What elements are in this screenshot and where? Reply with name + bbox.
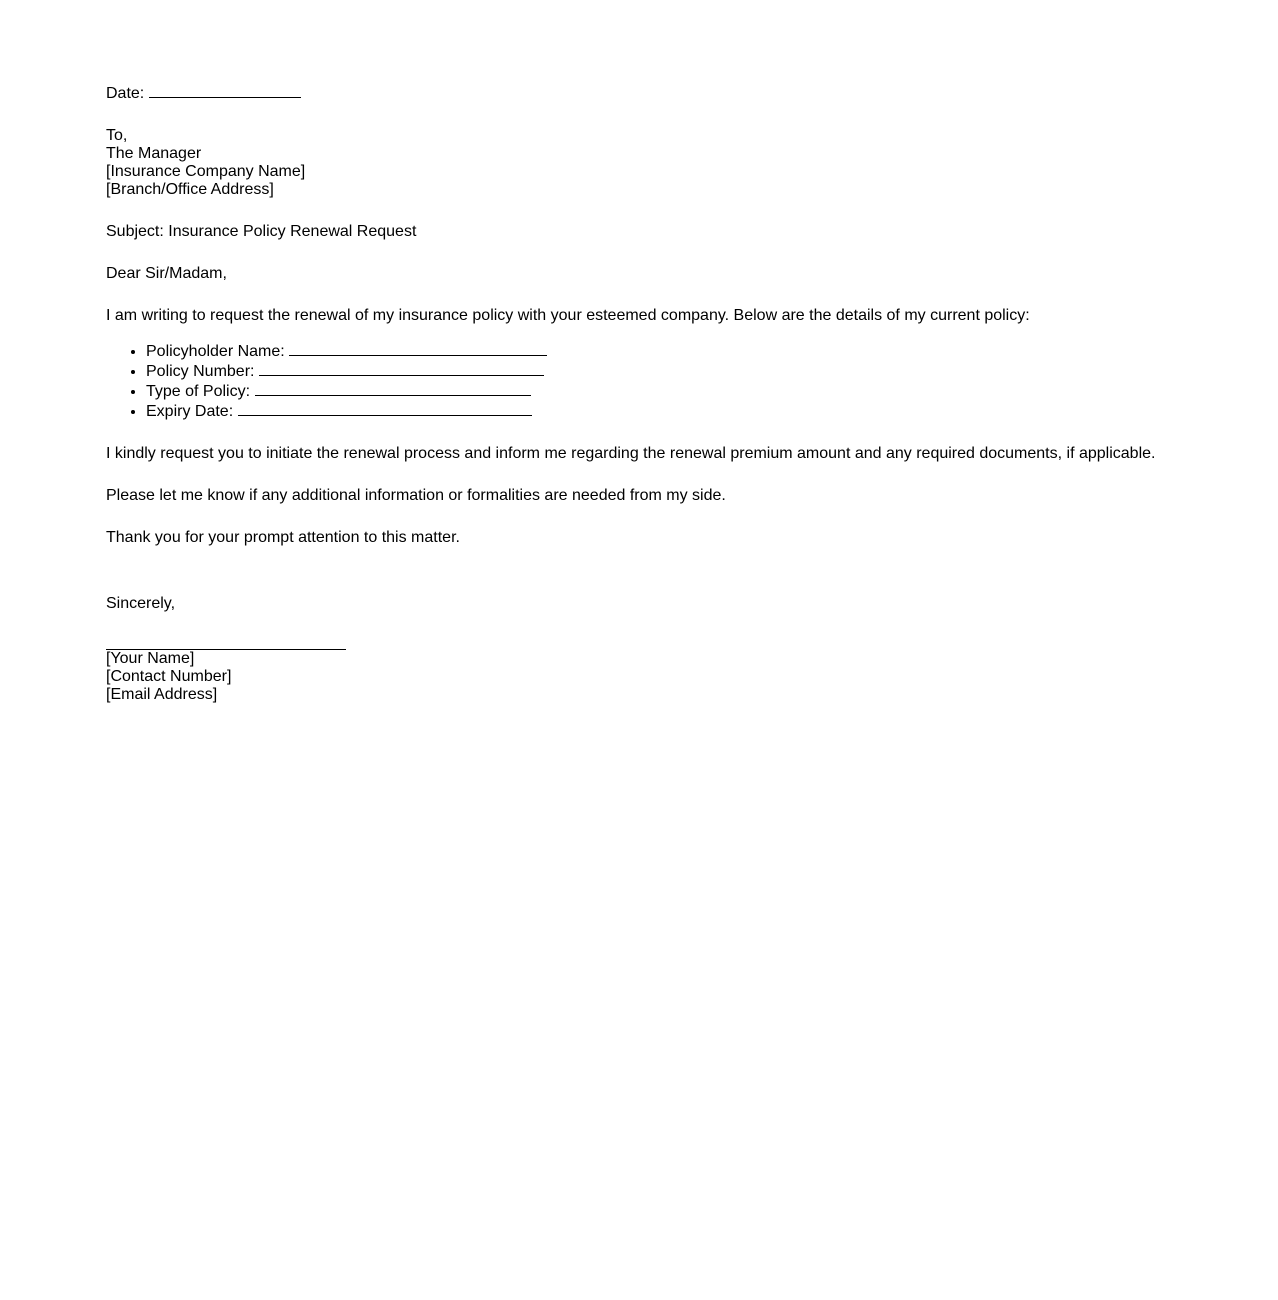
date-line [106,83,1266,103]
recipient-title: The Manager [106,145,202,162]
request-paragraph: I kindly request you to initiate the renewal process and inform me regarding the renewal premium amount and any required documents, if applicable. [106,445,1156,462]
recipient-block [106,127,1266,199]
intro-paragraph: I am writing to request the renewal of my insurance policy with your esteemed company. Below are the details of my current policy: [106,307,1030,324]
policy-details-list [106,341,1266,421]
detail-label: Expiry Date: [146,403,234,420]
detail-label: Policyholder Name: [146,343,285,360]
detail-label: Type of Policy: [146,383,251,400]
sender-contact: [Contact Number] [106,668,232,685]
detail-blank [259,361,544,376]
subject-line: Subject: Insurance Policy Renewal Request [106,223,417,240]
list-item [146,381,1266,401]
sender-name: [Your Name] [106,650,195,667]
detail-label: Policy Number: [146,363,255,380]
letter [106,83,1266,704]
recipient-company: [Insurance Company Name] [106,163,306,180]
detail-blank [238,401,532,416]
recipient-to: To, [106,127,128,144]
sender-email: [Email Address] [106,686,218,703]
list-item [146,361,1266,381]
greeting: Dear Sir/Madam, [106,265,227,282]
sender-block [106,650,1266,704]
list-item [146,341,1266,361]
thanks-paragraph: Thank you for your prompt attention to this matter. [106,529,460,546]
date-blank [149,83,301,98]
recipient-address: [Branch/Office Address] [106,181,274,198]
detail-blank [255,381,531,396]
signature-line [106,631,346,650]
date-label: Date: [106,85,145,102]
closing: Sincerely, [106,595,176,612]
detail-blank [289,341,547,356]
list-item [146,401,1266,421]
followup-paragraph: Please let me know if any additional information or formalities are needed from my side. [106,487,726,504]
